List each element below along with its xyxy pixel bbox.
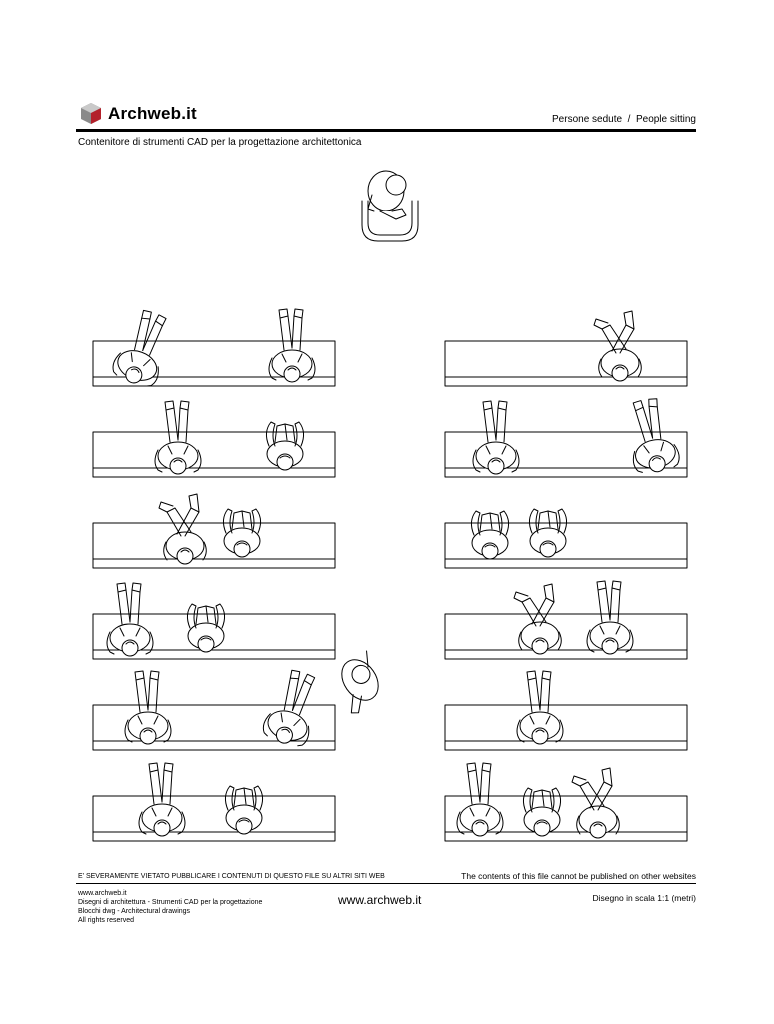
footer-rule xyxy=(76,883,696,884)
scale-note: Disegno in scala 1:1 (metri) xyxy=(592,893,696,903)
page-title: Persone sedute / People sitting xyxy=(552,114,696,125)
bench-left-5 xyxy=(93,666,335,750)
bench-left-2 xyxy=(93,401,335,477)
bench-right-4 xyxy=(445,581,687,659)
bench-right-6 xyxy=(445,763,687,841)
footer-info-line: www.archweb.it xyxy=(78,890,127,897)
footer-info-line: Disegni di architettura - Strumenti CAD per la progettazione xyxy=(78,899,263,906)
footer-info xyxy=(78,889,262,925)
warning-en: The contents of this file cannot be published on other websites xyxy=(461,871,696,881)
bench-left-4 xyxy=(93,583,335,659)
armchair-person xyxy=(362,171,418,241)
bench-left-3 xyxy=(93,494,335,568)
bench-right-1 xyxy=(445,311,687,386)
footer-info-line: All rights reserved xyxy=(78,917,135,924)
bench-right-5 xyxy=(445,671,687,750)
footer-info-line: Blocchi dwg - Architectural drawings xyxy=(78,908,191,915)
bench-right-2 xyxy=(445,396,687,477)
footer-website: www.archweb.it xyxy=(338,893,422,907)
bench-left-6 xyxy=(93,763,335,841)
bench-left-1 xyxy=(93,306,335,390)
brand-name: Archweb.it xyxy=(108,104,197,123)
warning-it: E' SEVERAMENTE VIETATO PUBBLICARE I CONTENUTI DI QUESTO FILE SU ALTRI SITI WEB xyxy=(78,873,385,880)
page-subtitle: Contenitore di strumenti CAD per la progettazione architettonica xyxy=(78,137,362,148)
bench-right-3 xyxy=(445,509,687,568)
standing-person xyxy=(326,649,393,716)
